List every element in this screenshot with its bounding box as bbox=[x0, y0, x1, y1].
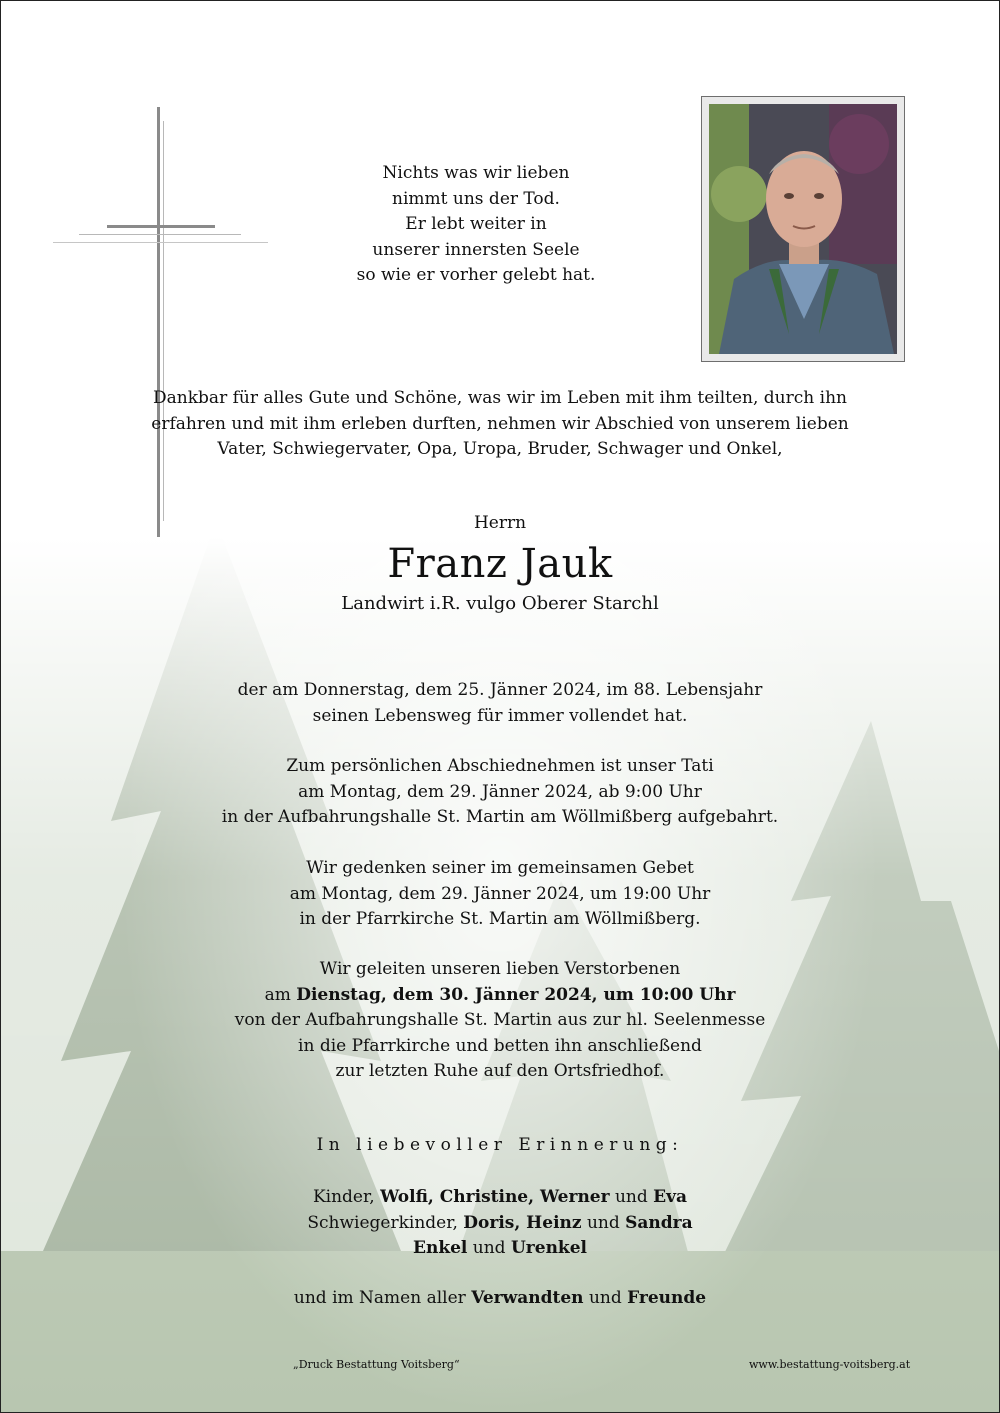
family-list bbox=[1, 1185, 999, 1262]
occupation: Landwirt i.R. vulgo Oberer Starchl bbox=[341, 593, 659, 614]
intro-line: Vater, Schwiegervater, Opa, Uropa, Bruder, Schwager und Onkel, bbox=[217, 439, 783, 459]
funeral-info bbox=[1, 957, 999, 1085]
children-label: Kinder, bbox=[312, 1187, 375, 1207]
death-notice bbox=[1, 678, 999, 729]
death-notice-line: der am Donnerstag, dem 25. Jänner 2024, im 88. Lebensjahr bbox=[237, 680, 763, 700]
and-word: und bbox=[614, 1187, 648, 1207]
farewell-line: am Montag, dem 29. Jänner 2024, ab 9:00 Uhr bbox=[298, 781, 702, 802]
footer-website[interactable]: www.bestattung-voitsberg.at bbox=[749, 1358, 911, 1371]
poem-line: nimmt uns der Tod. bbox=[392, 188, 560, 209]
inlaws-label: Schwiegerkinder, bbox=[307, 1212, 458, 1233]
children-line bbox=[1, 1185, 999, 1211]
funeral-line: von der Aufbahrungshalle St. Martin aus zur hl. Seelenmesse bbox=[234, 1010, 766, 1030]
intro-text bbox=[1, 386, 999, 463]
funeral-date-prefix: am bbox=[264, 984, 297, 1005]
prayer-line: am Montag, dem 29. Jänner 2024, um 19:00 Uhr bbox=[289, 883, 711, 904]
inlaws-line bbox=[1, 1211, 999, 1237]
inlaws-names: Doris, Heinz bbox=[463, 1212, 582, 1233]
grandchildren: Enkel bbox=[413, 1238, 468, 1258]
deceased-name: Franz Jauk bbox=[387, 541, 613, 587]
intro-line: erfahren und mit ihm erleben durften, nehmen wir Abschied von unserem lieben bbox=[151, 413, 849, 434]
footer-printer: „Druck Bestattung Voitsberg“ bbox=[293, 1358, 460, 1371]
funeral-line: zur letzten Ruhe auf den Ortsfriedhof. bbox=[335, 1061, 665, 1081]
prayer-line: in der Pfarrkirche St. Martin am Wöllmißberg. bbox=[299, 909, 701, 929]
salutation: Herrn bbox=[473, 513, 527, 533]
prayer-line: Wir gedenken seiner im gemeinsamen Gebet bbox=[306, 858, 694, 878]
intro-line: Dankbar für alles Gute und Schöne, was wir im Leben mit ihm teilten, durch ihn bbox=[153, 388, 847, 408]
great-grandchildren: Urenkel bbox=[510, 1238, 587, 1258]
children-names: Wolfi, Christine, Werner bbox=[380, 1187, 610, 1207]
portrait-photo bbox=[701, 96, 905, 362]
inlaws-last: Sandra bbox=[625, 1212, 693, 1233]
poem-line: Nichts was wir lieben bbox=[382, 163, 570, 183]
children-last: Eva bbox=[653, 1187, 688, 1207]
relatives: Verwandten bbox=[471, 1288, 584, 1308]
farewell-line: in der Aufbahrungshalle St. Martin am Wöllmißberg aufgebahrt. bbox=[221, 807, 779, 827]
poem bbox=[331, 161, 621, 289]
closing-prefix: und im Namen aller bbox=[293, 1288, 466, 1308]
closing-line bbox=[1, 1288, 999, 1308]
death-notice-line: seinen Lebensweg für immer vollendet hat. bbox=[312, 705, 688, 726]
poem-line: Er lebt weiter in bbox=[405, 214, 547, 234]
farewell-info bbox=[1, 754, 999, 831]
funeral-line: in die Pfarrkirche und betten ihn anschließend bbox=[298, 1035, 702, 1056]
farewell-line: Zum persönlichen Abschiednehmen ist unser Tati bbox=[286, 756, 714, 776]
prayer-info bbox=[1, 856, 999, 933]
grandchildren-line bbox=[1, 1236, 999, 1262]
funeral-date: Dienstag, dem 30. Jänner 2024, um 10:00 Uhr bbox=[296, 984, 736, 1005]
remembrance-heading: In liebevoller Erinnerung: bbox=[316, 1135, 684, 1155]
and-word: und bbox=[472, 1238, 506, 1258]
and-word: und bbox=[586, 1212, 620, 1233]
funeral-date-line bbox=[1, 983, 999, 1009]
funeral-line: Wir geleiten unseren lieben Verstorbenen bbox=[319, 959, 681, 979]
friends: Freunde bbox=[627, 1288, 707, 1308]
poem-line: unserer innersten Seele bbox=[372, 239, 580, 260]
poem-line: so wie er vorher gelebt hat. bbox=[356, 265, 596, 285]
and-word: und bbox=[588, 1288, 622, 1308]
